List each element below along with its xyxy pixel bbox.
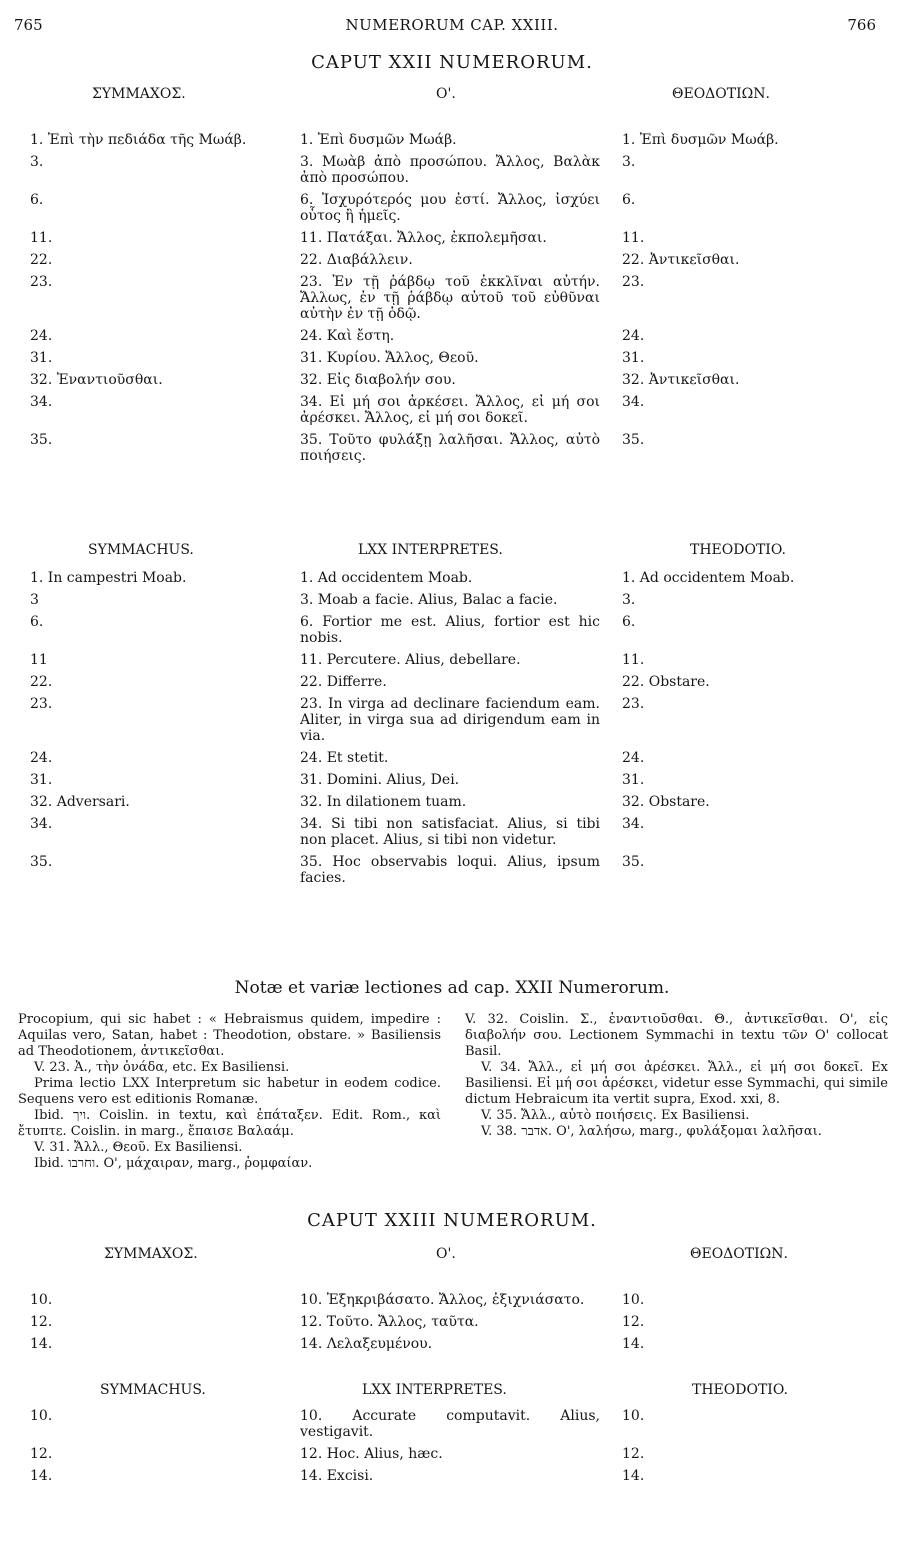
theodotion-cell: 24.	[622, 328, 645, 344]
lxx-cell: 24. Et stetit.	[300, 750, 389, 766]
lxx-cell: 34. Si tibi non satisfaciat. Alius, si tibi non placet. Alius, si tibi non videtur.	[300, 816, 600, 848]
table-row	[0, 854, 904, 886]
theodotion-cell: 3.	[622, 592, 636, 608]
theodotion-cell: 1. Ad occidentem Moab.	[622, 570, 795, 586]
symmachus-cell: 3.	[30, 154, 44, 170]
theodotion-cell: 10.	[622, 1408, 645, 1424]
cap22-greek-rows	[0, 132, 904, 470]
table-row	[0, 252, 904, 268]
table-row	[0, 328, 904, 344]
lxx-cell: 14. Λελαξευμένου.	[300, 1336, 433, 1352]
table-row	[0, 350, 904, 366]
column-head-theodotion: ΘΕΟΔΟΤΙΩΝ.	[672, 86, 770, 102]
table-row	[0, 1408, 904, 1440]
symmachus-cell: 22.	[30, 674, 53, 690]
table-row	[0, 1292, 904, 1308]
notes-left-column	[18, 1012, 441, 1172]
theodotion-cell: 22. Ἀντικεῖσθαι.	[622, 252, 740, 268]
running-title: NUMERORUM CAP. XXIII.	[345, 16, 559, 34]
lxx-cell: 22. Διαβάλλειν.	[300, 252, 413, 268]
table-row	[0, 192, 904, 224]
notes-title: Notæ et variæ lectiones ad cap. XXII Numerorum.	[234, 978, 670, 998]
symmachus-cell: 14.	[30, 1468, 53, 1484]
cap23-latin-rows	[0, 1408, 904, 1490]
table-row	[0, 592, 904, 608]
symmachus-cell: 3	[30, 592, 39, 608]
cap23-greek-rows	[0, 1292, 904, 1358]
lxx-cell: 35. Τοῦτο φυλάξῃ λαλῆσαι. Ἄλλος, αὐτὸ ποιήσεις.	[300, 432, 600, 464]
theodotion-cell: 1. Ἐπὶ δυσμῶν Μωάβ.	[622, 132, 779, 148]
lxx-cell: 6. Fortior me est. Alius, fortior est hic nobis.	[300, 614, 600, 646]
symmachus-cell: 12.	[30, 1314, 53, 1330]
symmachus-cell: 12.	[30, 1446, 53, 1462]
column-head-theodotio-latin-23: THEODOTIO.	[692, 1382, 788, 1398]
theodotion-cell: 32. Obstare.	[622, 794, 710, 810]
symmachus-cell: 35.	[30, 432, 53, 448]
theodotion-cell: 14.	[622, 1468, 645, 1484]
lxx-cell: 34. Εἰ μή σοι ἀρκέσει. Ἄλλος, εἰ μή σοι ἀρέσκει. Ἄλλος, εἰ μή σοι δοκεῖ.	[300, 394, 600, 426]
theodotion-cell: 23.	[622, 274, 645, 290]
table-row	[0, 394, 904, 426]
lxx-cell: 22. Differre.	[300, 674, 387, 690]
symmachus-cell: 1. In campestri Moab.	[30, 570, 187, 586]
lxx-cell: 14. Excisi.	[300, 1468, 374, 1484]
theodotion-cell: 31.	[622, 772, 645, 788]
lxx-cell: 11. Percutere. Alius, debellare.	[300, 652, 521, 668]
symmachus-cell: 35.	[30, 854, 53, 870]
note-paragraph: V. 32. Coislin. Σ., ἐναντιοῦσθαι. Θ., ἀντικεῖσθαι. Ο', εἰς διαβολήν σου. Lectionem Symmachi in textu τῶν Ο' collocat Basil.	[465, 1012, 888, 1059]
table-row	[0, 432, 904, 464]
note-paragraph: Ibid. ויך. Coislin. in textu, καὶ ἐπάταξεν. Edit. Rom., καὶ ἔτυπτε. Coislin. in marg., ἔπαισε Βαλαάμ.	[18, 1108, 442, 1139]
symmachus-cell: 10.	[30, 1292, 53, 1308]
column-head-symmachus-latin: SYMMACHUS.	[88, 542, 194, 558]
table-row	[0, 372, 904, 388]
lxx-cell: 12. Hoc. Alius, hæc.	[300, 1446, 443, 1462]
theodotion-cell: 11.	[622, 230, 645, 246]
theodotion-cell: 32. Ἀντικεῖσθαι.	[622, 372, 740, 388]
column-head-symmachus: ΣΥΜΜΑΧΟΣ.	[92, 86, 186, 102]
symmachus-cell: 24.	[30, 328, 53, 344]
lxx-cell: 10. Ἐξηκριβάσατο. Ἄλλος, ἐξιχνιάσατο.	[300, 1292, 585, 1308]
table-row	[0, 794, 904, 810]
table-row	[0, 570, 904, 586]
table-row	[0, 674, 904, 690]
lxx-cell: 32. Εἰς διαβολήν σου.	[300, 372, 456, 388]
chapter-23-title: CAPUT XXIII NUMERORUM.	[307, 1210, 597, 1231]
symmachus-cell: 11.	[30, 230, 53, 246]
theodotion-cell: 23.	[622, 696, 645, 712]
lxx-cell: 1. Ἐπὶ δυσμῶν Μωάβ.	[300, 132, 457, 148]
symmachus-cell: 32. Ἐναντιοῦσθαι.	[30, 372, 163, 388]
symmachus-cell: 22.	[30, 252, 53, 268]
page-number-right: 766	[847, 16, 876, 34]
running-head	[0, 16, 904, 36]
symmachus-cell: 34.	[30, 394, 53, 410]
note-paragraph: V. 35. Ἄλλ., αὐτὸ ποιήσεις. Ex Basiliensi.	[481, 1108, 750, 1123]
symmachus-cell: 32. Adversari.	[30, 794, 130, 810]
lxx-cell: 12. Τοῦτο. Ἄλλος, ταῦτα.	[300, 1314, 479, 1330]
lxx-cell: 35. Hoc observabis loqui. Alius, ipsum facies.	[300, 854, 600, 886]
column-head-lxx-latin-23: LXX INTERPRETES.	[362, 1382, 507, 1398]
lxx-cell: 31. Domini. Alius, Dei.	[300, 772, 460, 788]
lxx-cell: 23. In virga ad declinare faciendum eam. Aliter, in virga sua ad dirigendum eam in via.	[300, 696, 600, 744]
table-row	[0, 1314, 904, 1330]
column-head-lxx-23: Ο'.	[436, 1246, 456, 1262]
table-row	[0, 132, 904, 148]
lxx-cell: 32. In dilationem tuam.	[300, 794, 467, 810]
lxx-cell: 3. Μωὰβ ἀπὸ προσώπου. Ἄλλος, Βαλὰκ ἀπὸ προσώπου.	[300, 154, 600, 186]
symmachus-cell: 23.	[30, 696, 53, 712]
note-paragraph: V. 31. Ἄλλ., Θεοῦ. Ex Basiliensi.	[34, 1140, 243, 1155]
theodotion-cell: 34.	[622, 816, 645, 832]
symmachus-cell: 24.	[30, 750, 53, 766]
symmachus-cell: 6.	[30, 614, 44, 630]
cap22-latin-rows	[0, 570, 904, 892]
theodotion-cell: 22. Obstare.	[622, 674, 710, 690]
theodotion-cell: 10.	[622, 1292, 645, 1308]
lxx-cell: 10. Accurate computavit. Alius, vestigavit.	[300, 1408, 600, 1440]
symmachus-cell: 6.	[30, 192, 44, 208]
theodotion-cell: 35.	[622, 854, 645, 870]
theodotion-cell: 31.	[622, 350, 645, 366]
lxx-cell: 23. Ἐν τῇ ῥάβδῳ τοῦ ἐκκλῖναι αὐτήν. Ἄλλως, ἐν τῇ ῥάβδῳ αὐτοῦ τοῦ εὐθῦναι αὐτὴν ἐν τῇ ὁδῷ.	[300, 274, 600, 322]
symmachus-cell: 34.	[30, 816, 53, 832]
theodotion-cell: 6.	[622, 192, 636, 208]
table-row	[0, 1336, 904, 1352]
table-row	[0, 614, 904, 646]
symmachus-cell: 1. Ἐπὶ τὴν πεδιάδα τῆς Μωάβ.	[30, 132, 247, 148]
table-row	[0, 274, 904, 322]
notes-right-column	[465, 1012, 888, 1172]
column-head-symmachus-23: ΣΥΜΜΑΧΟΣ.	[104, 1246, 198, 1262]
theodotion-cell: 35.	[622, 432, 645, 448]
symmachus-cell: 14.	[30, 1336, 53, 1352]
table-row	[0, 772, 904, 788]
table-row	[0, 696, 904, 744]
symmachus-cell: 31.	[30, 350, 53, 366]
table-row	[0, 230, 904, 246]
theodotion-cell: 24.	[622, 750, 645, 766]
theodotion-cell: 14.	[622, 1336, 645, 1352]
note-paragraph: Procopium, qui sic habet : « Hebraismus quidem, impedire : Aquilas vero, Satan, habet : Theodotion, obstare. » Basiliensis ad Theodotionem, ἀντικεῖσθαι.	[18, 1012, 441, 1059]
theodotion-cell: 11.	[622, 652, 645, 668]
table-row	[0, 1446, 904, 1462]
theodotion-cell: 3.	[622, 154, 636, 170]
column-head-lxx-latin: LXX INTERPRETES.	[358, 542, 503, 558]
note-paragraph: V. 38. אדבר. Ο', λαλήσω, marg., φυλάξομαι λαλῆσαι.	[481, 1124, 822, 1139]
table-row	[0, 652, 904, 668]
symmachus-cell: 10.	[30, 1408, 53, 1424]
lxx-cell: 31. Κυρίου. Ἄλλος, Θεοῦ.	[300, 350, 479, 366]
symmachus-cell: 23.	[30, 274, 53, 290]
note-paragraph: Prima lectio LXX Interpretum sic habetur in eodem codice. Sequens vero est editionis Romanæ.	[18, 1076, 441, 1107]
column-head-theodotion-23: ΘΕΟΔΟΤΙΩΝ.	[690, 1246, 788, 1262]
symmachus-cell: 31.	[30, 772, 53, 788]
theodotion-cell: 34.	[622, 394, 645, 410]
note-paragraph: Ibid. וחרבו. Ο', μάχαιραν, marg., ῥομφαίαν.	[34, 1156, 313, 1171]
table-row	[0, 816, 904, 848]
column-head-lxx: Ο'.	[436, 86, 456, 102]
notes	[18, 1012, 888, 1172]
column-head-symmachus-latin-23: SYMMACHUS.	[100, 1382, 206, 1398]
theodotion-cell: 12.	[622, 1314, 645, 1330]
theodotion-cell: 6.	[622, 614, 636, 630]
lxx-cell: 3. Moab a facie. Alius, Balac a facie.	[300, 592, 558, 608]
theodotion-cell: 12.	[622, 1446, 645, 1462]
symmachus-cell: 11	[30, 652, 48, 668]
table-row	[0, 1468, 904, 1484]
lxx-cell: 1. Ad occidentem Moab.	[300, 570, 473, 586]
page-number-left: 765	[14, 16, 43, 34]
lxx-cell: 24. Καὶ ἔστη.	[300, 328, 395, 344]
note-paragraph: V. 23. Ἀ., τὴν ὀνάδα, etc. Ex Basiliensi.	[34, 1060, 290, 1075]
lxx-cell: 6. Ἰσχυρότερός μου ἐστί. Ἄλλος, ἰσχύει οὗτος ἢ ἡμεῖς.	[300, 192, 600, 224]
note-paragraph: V. 34. Ἄλλ., εἰ μή σοι ἀρέσκει. Ἄλλ., εἰ μή σοι δοκεῖ. Ex Basiliensi. Εἰ μή σοι ἀρέσκει, videtur esse Symmachi, qui simile dictum Hebraicum ita vertit supra, Exod. xxi, 8.	[465, 1060, 888, 1107]
table-row	[0, 750, 904, 766]
column-head-theodotio-latin: THEODOTIO.	[690, 542, 786, 558]
chapter-22-title: CAPUT XXII NUMERORUM.	[311, 52, 593, 73]
lxx-cell: 11. Πατάξαι. Ἄλλος, ἐκπολεμῆσαι.	[300, 230, 547, 246]
table-row	[0, 154, 904, 186]
